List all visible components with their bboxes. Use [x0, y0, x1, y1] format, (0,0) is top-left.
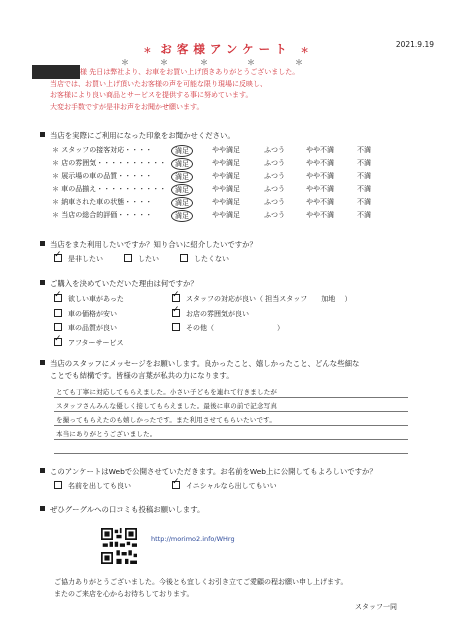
decoration-star: ＊: [160, 58, 168, 67]
rating-option[interactable]: やや満足: [212, 198, 240, 206]
checkbox-icon[interactable]: [54, 254, 62, 262]
q3-option[interactable]: ✓アフターサービス: [54, 338, 124, 348]
q2-question: 当店をまた利用したいですか？知り合いに紹介したいですか？: [40, 239, 257, 250]
title-asterisk-right: ＊: [300, 46, 309, 55]
rating-option[interactable]: やや不満: [306, 211, 334, 219]
checkbox-icon[interactable]: [180, 254, 188, 262]
bullet-square-icon: [40, 132, 45, 137]
bullet-square-icon: [40, 280, 45, 285]
checkbox-icon[interactable]: [54, 294, 62, 302]
rating-row: [52, 197, 402, 210]
bullet-square-icon: [40, 241, 45, 246]
checkbox-icon[interactable]: [172, 294, 180, 302]
rating-option[interactable]: 不満: [357, 146, 371, 154]
rating-option[interactable]: 満足: [171, 197, 193, 209]
q4-question: 当店のスタッフにメッセージをお願いします。良かったこと、嬉しかったこと、どんな些細な: [40, 358, 359, 369]
rating-option[interactable]: 満足: [171, 145, 193, 157]
rating-option[interactable]: ふつう: [264, 185, 285, 193]
checkbox-icon[interactable]: [172, 323, 180, 331]
rating-row-label: ＊ スタッフの接客対応・・・・: [52, 146, 153, 154]
checkbox-icon[interactable]: [124, 254, 132, 262]
rating-row-label: ＊ 展示場の車の品質・・・・・: [52, 172, 153, 180]
q3-option[interactable]: ✓ お店の雰囲気が良い: [172, 309, 249, 319]
intro-line: 当店では、お買い上げ頂いたお客様の声を可能な限り現場に反映し、: [50, 79, 267, 88]
bullet-square-icon: [40, 360, 45, 365]
decoration-star: ＊: [295, 58, 303, 67]
rating-option[interactable]: 不満: [357, 159, 371, 167]
q5-option[interactable]: ✓ イニシャルなら出してもいい: [172, 481, 277, 491]
qr-code-icon[interactable]: [101, 528, 137, 564]
rating-option[interactable]: 満足: [171, 158, 193, 170]
q5-question: このアンケートはWebで公開させていただきます。お名前をWeb上に公開してもよろしいですか？: [40, 466, 377, 477]
rating-option[interactable]: 不満: [357, 172, 371, 180]
q2-option[interactable]: したい: [124, 254, 159, 264]
q2-option[interactable]: ✓是非したい: [54, 254, 103, 264]
message-line: スタッフさんみんな優しく接してもらえました。最後に車の前で記念写真: [54, 398, 408, 412]
q3-option[interactable]: 車の品質が良い: [54, 323, 117, 333]
closing-text: [54, 577, 347, 600]
rating-option[interactable]: やや不満: [306, 185, 334, 193]
q6-question: ぜひグーグルへの口コミも投稿お願いします。: [40, 504, 204, 515]
decoration-star: ＊: [200, 58, 208, 67]
checkbox-icon[interactable]: [54, 338, 62, 346]
closing-line: ご協力ありがとうございました。今後とも宜しくお引き立てご愛顧の程お願い申し上げます。: [54, 578, 348, 586]
rating-row-label: ＊ 納車された車の状態・・・・: [52, 198, 153, 206]
rating-option[interactable]: やや不満: [306, 198, 334, 206]
rating-option[interactable]: 満足: [171, 210, 193, 222]
message-line: とても丁寧に対応してもらえました。小さい子どもを連れて行きましたが: [54, 384, 408, 398]
q3-option[interactable]: ✓欲しい車があった: [54, 294, 124, 304]
rating-row: [52, 145, 402, 158]
q5-option[interactable]: 名前を出しても良い: [54, 481, 131, 491]
survey-title: [0, 41, 452, 57]
rating-option[interactable]: 満足: [171, 184, 193, 196]
intro-line: 大変お手数ですが是非お声をお聞かせ願います。: [50, 102, 204, 111]
intro-text: [50, 67, 299, 113]
rating-option[interactable]: やや不満: [306, 172, 334, 180]
checkbox-icon[interactable]: [54, 323, 62, 331]
rating-row-label: ＊ 店の雰囲気・・・・・・・・・・: [52, 159, 167, 167]
rating-option[interactable]: ふつう: [264, 172, 285, 180]
title-asterisk-left: ＊: [143, 46, 152, 55]
decoration-star: ＊: [247, 58, 255, 67]
q1-rating-table: [52, 145, 402, 223]
rating-option[interactable]: やや不満: [306, 159, 334, 167]
decoration-star: ＊: [121, 58, 129, 67]
checkbox-icon[interactable]: [172, 481, 180, 489]
rating-option[interactable]: ふつう: [264, 146, 285, 154]
message-line: [54, 440, 408, 454]
rating-option[interactable]: 満足: [171, 171, 193, 183]
intro-line: お客様により良い商品とサービスを提供する事に努めています。: [50, 91, 253, 99]
rating-row-label: ＊ 車の品揃え・・・・・・・・・・: [52, 185, 167, 193]
intro-line: 様 先日は弊社より、お車をお買い上げ頂きありがとうございました。: [80, 68, 300, 76]
q3-option[interactable]: 車の価格が安い: [54, 309, 117, 319]
bullet-square-icon: [40, 506, 45, 511]
rating-row: [52, 158, 402, 171]
rating-option[interactable]: やや満足: [212, 185, 240, 193]
message-line: を撮ってもらえたのも嬉しかったです。また利用させてもらいたいです。: [54, 412, 408, 426]
rating-option[interactable]: ふつう: [264, 198, 285, 206]
rating-row: [52, 184, 402, 197]
q3-question: ご購入を決めていただいた理由は何ですか？: [40, 278, 198, 289]
rating-option[interactable]: やや満足: [212, 211, 240, 219]
q3-option[interactable]: その他（ ）: [172, 323, 284, 333]
rating-option[interactable]: やや満足: [212, 159, 240, 167]
bullet-square-icon: [40, 468, 45, 473]
checkbox-icon[interactable]: [54, 481, 62, 489]
checkbox-icon[interactable]: [54, 309, 62, 317]
rating-row: [52, 171, 402, 184]
rating-option[interactable]: やや満足: [212, 172, 240, 180]
review-url-link[interactable]: http://morimo2.info/WHrg: [151, 535, 235, 543]
rating-option[interactable]: 不満: [357, 211, 371, 219]
rating-option[interactable]: やや不満: [306, 146, 334, 154]
message-area[interactable]: [54, 384, 408, 454]
rating-row: [52, 210, 402, 223]
survey-title-text: お客様アンケート: [160, 42, 292, 56]
rating-option[interactable]: 不満: [357, 185, 371, 193]
rating-row-label: ＊ 当店の総合的評価・・・・・: [52, 211, 153, 219]
q4-question-cont: ことでも結構です。皆様の言葉が私共の力になります。: [50, 371, 234, 380]
rating-option[interactable]: ふつう: [264, 211, 285, 219]
rating-option[interactable]: 不満: [357, 198, 371, 206]
signature: スタッフ一同: [355, 603, 397, 611]
closing-line: またのご来店を心からお待ちしております。: [54, 589, 194, 598]
rating-option[interactable]: ふつう: [264, 159, 285, 167]
survey-date: 2021.9.19: [395, 40, 434, 49]
rating-option[interactable]: やや満足: [212, 146, 240, 154]
q2-option[interactable]: したくない: [180, 254, 229, 264]
title-decoration: [0, 57, 452, 65]
message-line: 本当にありがとうございました。: [54, 426, 408, 440]
q1-question: 当店を実際にご利用になった印象をお聞かせください。: [40, 130, 235, 141]
q3-option[interactable]: ✓ スタッフの対応が良い（ 担当スタッフ 加地 ）: [172, 294, 351, 304]
checkbox-icon[interactable]: [172, 309, 180, 317]
